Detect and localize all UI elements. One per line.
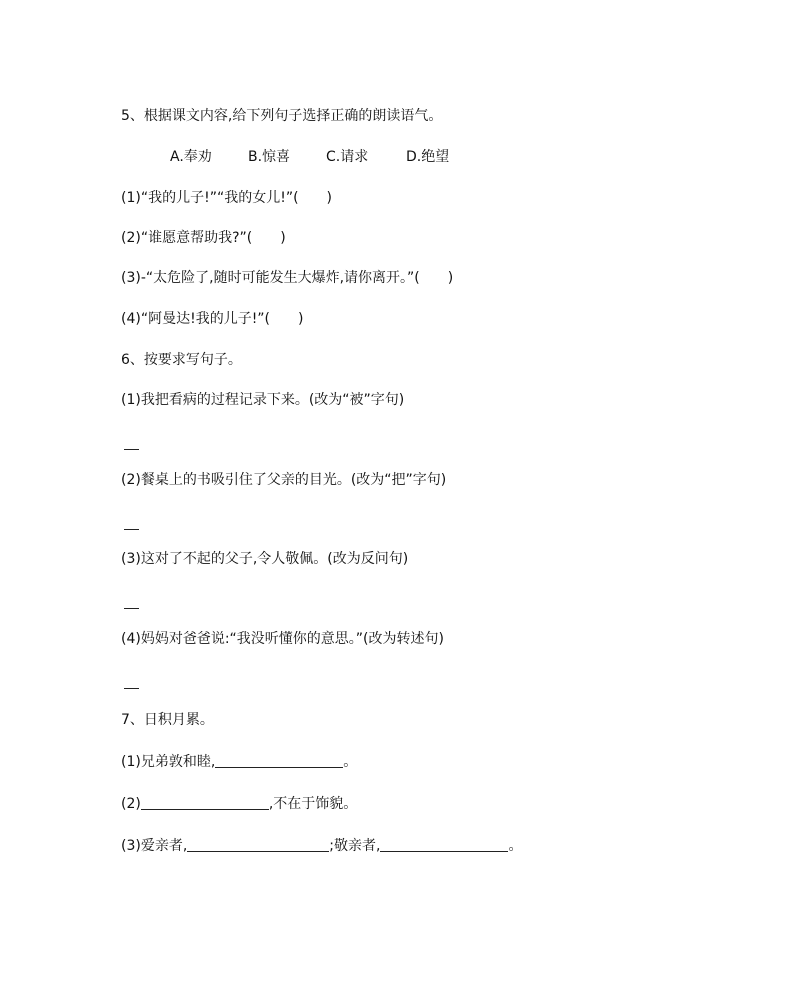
q7-item-2-suffix: ,不在于饰貌。: [268, 796, 358, 812]
q7-item-3: [121, 836, 522, 856]
q6-item-1: (1)我把看病的过程记录下来。(改为“被”字句): [121, 392, 405, 408]
q6-title: 6、按要求写句子。: [121, 352, 242, 368]
q7-item-2-prefix: (2): [121, 796, 141, 812]
option-d: D.绝望: [406, 149, 450, 165]
q7-item-1-suffix: 。: [343, 754, 358, 770]
q6-item-4: (4)妈妈对爸爸说:“我没听懂你的意思。”(改为转述句): [121, 631, 444, 647]
fill-blank[interactable]: [187, 837, 329, 852]
fill-blank[interactable]: [380, 837, 508, 852]
q6-item-3: (3)这对了不起的父子,令人敬佩。(改为反问句): [121, 551, 409, 567]
q5-options: [170, 147, 449, 167]
q7-item-2: [121, 794, 357, 814]
option-a: A.奉劝: [170, 149, 212, 165]
option-c: C.请求: [326, 149, 369, 165]
q7-item-3-suffix: 。: [508, 838, 523, 854]
q5-title: 5、根据课文内容,给下列句子选择正确的朗读语气。: [121, 108, 443, 124]
q5-item-4: (4)“阿曼达!我的儿子!”( ): [121, 311, 304, 327]
fill-blank[interactable]: [141, 795, 269, 810]
q7-item-1-prefix: (1)兄弟敦和睦,: [121, 754, 216, 770]
answer-line: [124, 529, 139, 530]
fill-blank[interactable]: [215, 753, 343, 768]
q5-item-3: (3)-“太危险了,随时可能发生大爆炸,请你离开。”( ): [121, 270, 454, 286]
q7-item-3-middle: ;敬亲者,: [329, 838, 381, 854]
q6-item-2: (2)餐桌上的书吸引住了父亲的目光。(改为“把”字句): [121, 472, 447, 488]
answer-line: [124, 449, 139, 450]
q5-item-2: (2)“谁愿意帮助我?”( ): [121, 230, 286, 246]
q5-item-1: (1)“我的儿子!”“我的女儿!”( ): [121, 190, 332, 206]
q7-item-3-prefix: (3)爱亲者,: [121, 838, 188, 854]
q7-title: 7、日积月累。: [121, 712, 214, 728]
answer-line: [124, 608, 139, 609]
option-b: B.惊喜: [248, 149, 291, 165]
q7-item-1: [121, 752, 357, 772]
answer-line: [124, 688, 139, 689]
